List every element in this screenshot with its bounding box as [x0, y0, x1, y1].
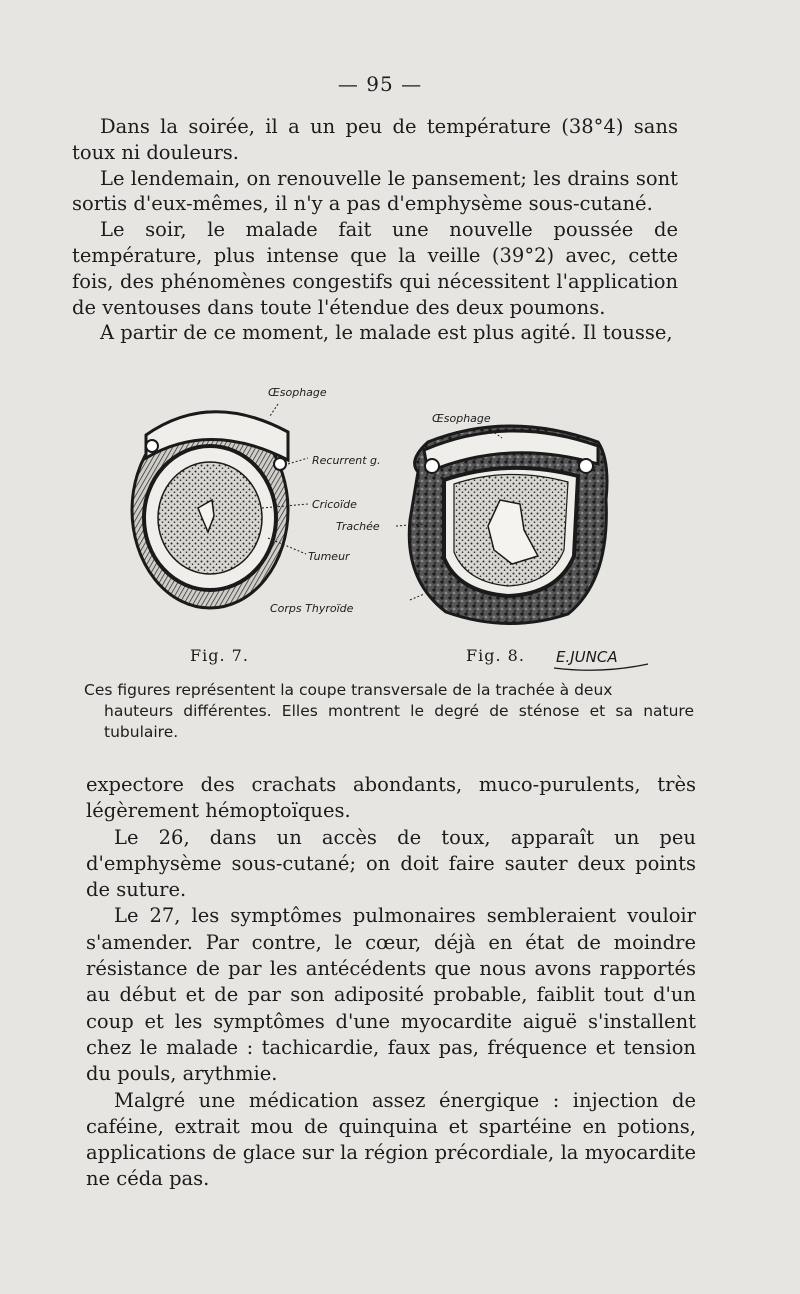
top-text-block	[72, 114, 678, 346]
paragraph: Le lendemain, on renouvelle le pansement; les drains sont sortis d'eux-mêmes, il n'y a pas d'emphysème sous-cutané.	[72, 166, 678, 216]
bottom-text-block	[86, 772, 696, 1193]
label-oesophage-right: Œsophage	[432, 412, 491, 425]
figure-7-label: Fig. 7.	[190, 646, 249, 665]
figure-8-drawing	[409, 426, 607, 624]
paragraph: Malgré une médication assez énergique : injection de caféine, extrait mou de quinquina et spartéine en potions, applications de glace sur la région précordiale, la myocardite ne céda pas.	[86, 1088, 696, 1191]
paragraph: Le soir, le malade fait une nouvelle poussée de température, plus intense que la veille (39°2) avec, cette fois, des phénomènes congestifs qui nécessitent l'application de ventouses dans toute l'étendue des deux poumons.	[72, 218, 678, 319]
caption-line: Ces figures représentent la coupe transversale de la trachée à deux	[84, 681, 613, 699]
paragraph: Dans la soirée, il a un peu de température (38°4) sans toux ni douleurs.	[72, 115, 678, 164]
label-tumeur: Tumeur	[308, 550, 350, 563]
label-corps-thyroide: Corps Thyroïde	[270, 602, 354, 615]
trachea-cross-section-figures	[128, 380, 618, 640]
svg-text:E.JUNCA: E.JUNCA	[556, 648, 618, 666]
label-oesophage-left: Œsophage	[268, 386, 327, 399]
paragraph: expectore des crachats abondants, muco-purulents, très légèrement hémoptoïques.	[86, 773, 696, 823]
figure-caption	[84, 680, 694, 743]
label-cricoide: Cricoïde	[312, 498, 357, 511]
artist-signature	[552, 634, 652, 674]
label-trachee: Trachée	[336, 520, 380, 533]
paragraph: A partir de ce moment, le malade est plus agité. Il tousse,	[100, 321, 673, 345]
figure-8-label: Fig. 8.	[466, 646, 525, 665]
paragraph: Le 27, les symptômes pulmonaires sembleraient vouloir s'amender. Par contre, le cœur, déjà en état de moindre résistance de par les antécédents que nous avons rapportés au début et de par son adiposité probable, faiblit tout d'un coup et les symptômes d'une myocardite aiguë s'installent chez le malade : tachicardie, faux pas, fréquence et tension du pouls, arythmie.	[86, 904, 696, 1086]
figure-7-drawing	[132, 412, 288, 608]
caption-line: hauteurs différentes. Elles montrent le degré de sténose et sa nature tubulaire.	[104, 702, 694, 741]
page-number: — 95 —	[337, 72, 423, 96]
paragraph: Le 26, dans un accès de toux, apparaît un peu d'emphysème sous-cutané; on doit faire sauter deux points de suture.	[86, 825, 696, 902]
label-recurrent: Recurrent g.	[312, 454, 381, 467]
